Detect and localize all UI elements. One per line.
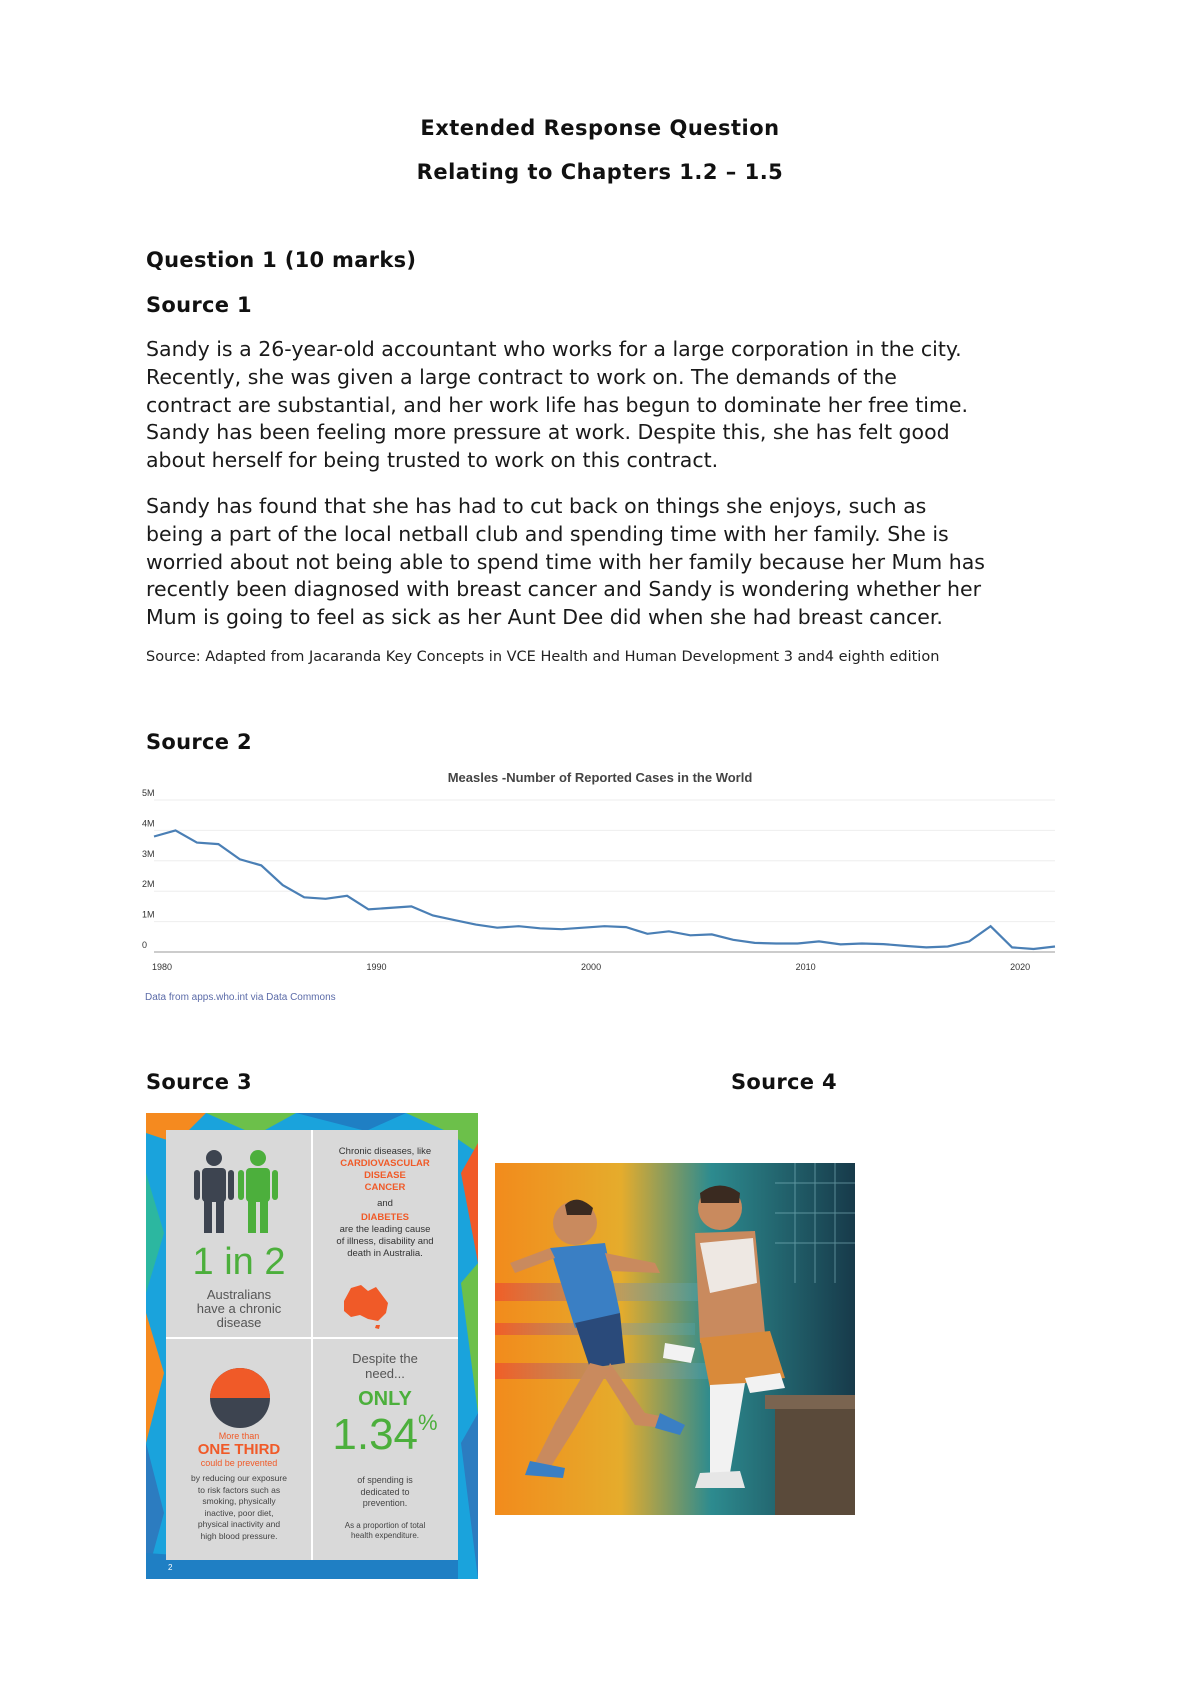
infographic-page-number: 2: [168, 1563, 173, 1572]
chart-x-tick-label: 2020: [1010, 962, 1031, 972]
text-line: physical inactivity and: [197, 1519, 281, 1529]
text-line: about herself for being trusted to work on this contract.: [146, 448, 719, 473]
text-line: CANCER: [364, 1182, 406, 1193]
chart-y-tick-label: 3M: [142, 848, 155, 859]
chart-y-tick-label: 5M: [142, 788, 155, 798]
text-line: inactive, poor diet,: [204, 1507, 274, 1518]
text-line: need...: [365, 1366, 405, 1381]
text-line: and: [377, 1198, 393, 1209]
sports-injury-image: [495, 1163, 855, 1515]
text-line: As a proportion of total: [344, 1521, 426, 1530]
chart-title: Measles -Number of Reported Cases in the World: [447, 770, 753, 785]
text-line: Sandy is a 26-year-old accountant who works for a large corporation in the city.: [146, 337, 962, 361]
infographic-only: ONLY: [358, 1388, 412, 1410]
text-line: by reducing our exposure: [191, 1473, 287, 1483]
chart-y-tick-label: 0: [142, 940, 148, 950]
infographic-chronic-diseases: [312, 1146, 458, 1260]
chart-x-tick-label: 1980: [152, 962, 173, 972]
chart-x-tick-label: 1990: [366, 962, 387, 972]
text-line: being a part of the local netball club and spending time with her family. She is: [146, 521, 949, 546]
chart-y-tick-label: 2M: [142, 879, 155, 890]
source3-heading: Source 3: [146, 1070, 252, 1094]
text-line: death in Australia.: [347, 1248, 423, 1259]
measles-chart-svg: [140, 760, 1065, 1005]
chart-x-tick-label: 2000: [581, 962, 602, 972]
text-line: Australians: [206, 1287, 272, 1302]
source1-citation: Source: Adapted from Jacaranda Key Concepts in VCE Health and Human Development 3 and4 eighth edition: [146, 649, 940, 665]
page-title: Extended Response Question: [420, 116, 780, 140]
measles-chart: [140, 760, 1065, 1005]
text-line: to risk factors such as: [197, 1484, 281, 1495]
text-line: prevention.: [362, 1498, 408, 1508]
infographic-footnote: [312, 1521, 458, 1541]
source1-paragraph-1: [146, 336, 1076, 475]
text-line: CARDIOVASCULAR: [340, 1158, 430, 1169]
text-line: health expenditure.: [350, 1531, 420, 1540]
infographic-percentage: [312, 1410, 458, 1460]
source1-paragraph-2: [146, 493, 1076, 632]
text-line: smoking, physically: [202, 1496, 276, 1506]
text-line: of spending is: [357, 1475, 413, 1485]
chart-y-tick-label: 1M: [142, 909, 155, 920]
text-line: disease: [216, 1315, 262, 1330]
chart-credit: Data from apps.who.int via Data Commons: [145, 992, 336, 1003]
text-line: Sandy has been feeling more pressure at work. Despite this, she has felt good: [146, 420, 950, 445]
text-line: of illness, disability and: [336, 1236, 434, 1247]
question-label: Question 1 (10 marks): [146, 248, 417, 272]
percentage-value: 1.34: [332, 1410, 419, 1459]
infographic-more-than: More than: [218, 1431, 260, 1441]
text-line: Sandy has found that she has had to cut back on things she enjoys, such as: [146, 494, 927, 518]
source1-heading: Source 1: [146, 293, 252, 317]
infographic-despite: [312, 1351, 458, 1381]
text-line: dedicated to: [360, 1486, 410, 1497]
text-line: Chronic diseases, like: [338, 1146, 432, 1157]
text-line: Recently, she was given a large contract to work on. The demands of the: [146, 364, 897, 389]
percentage-sign: %: [418, 1410, 438, 1435]
text-line: high blood pressure.: [200, 1530, 278, 1541]
chart-series-line: [154, 830, 1055, 949]
infographic-prevented: could be prevented: [200, 1458, 278, 1468]
text-line: recently been diagnosed with breast cancer and Sandy is wondering whether her: [146, 577, 982, 602]
infographic-spending: [312, 1475, 458, 1510]
text-line: worried about not being able to spend time with her family because her Mum has: [146, 549, 985, 574]
source4-heading: Source 4: [731, 1070, 837, 1094]
text-line: Mum is going to feel as sick as her Aunt Dee did when she had breast cancer.: [146, 605, 943, 630]
chart-x-tick-label: 2010: [795, 962, 816, 972]
text-line: have a chronic: [196, 1301, 282, 1316]
source2-heading: Source 2: [146, 730, 252, 754]
chronic-disease-infographic: [146, 1113, 478, 1579]
infographic-stat-1-in-2: 1 in 2: [192, 1241, 286, 1283]
infographic-prevent-text: [166, 1473, 312, 1542]
text-line: contract are substantial, and her work life has begun to dominate her free time.: [146, 392, 969, 417]
text-line: Despite the: [352, 1351, 418, 1366]
sports-injury-illustration: [495, 1163, 855, 1515]
infographic-stat1-caption: [166, 1288, 312, 1330]
text-line: are the leading cause: [339, 1224, 431, 1235]
chart-y-tick-label: 4M: [142, 818, 155, 829]
text-line: DIABETES: [360, 1212, 410, 1223]
infographic-one-third: ONE THIRD: [197, 1441, 281, 1458]
page-subtitle: Relating to Chapters 1.2 – 1.5: [416, 160, 784, 184]
text-line: DISEASE: [364, 1170, 406, 1181]
